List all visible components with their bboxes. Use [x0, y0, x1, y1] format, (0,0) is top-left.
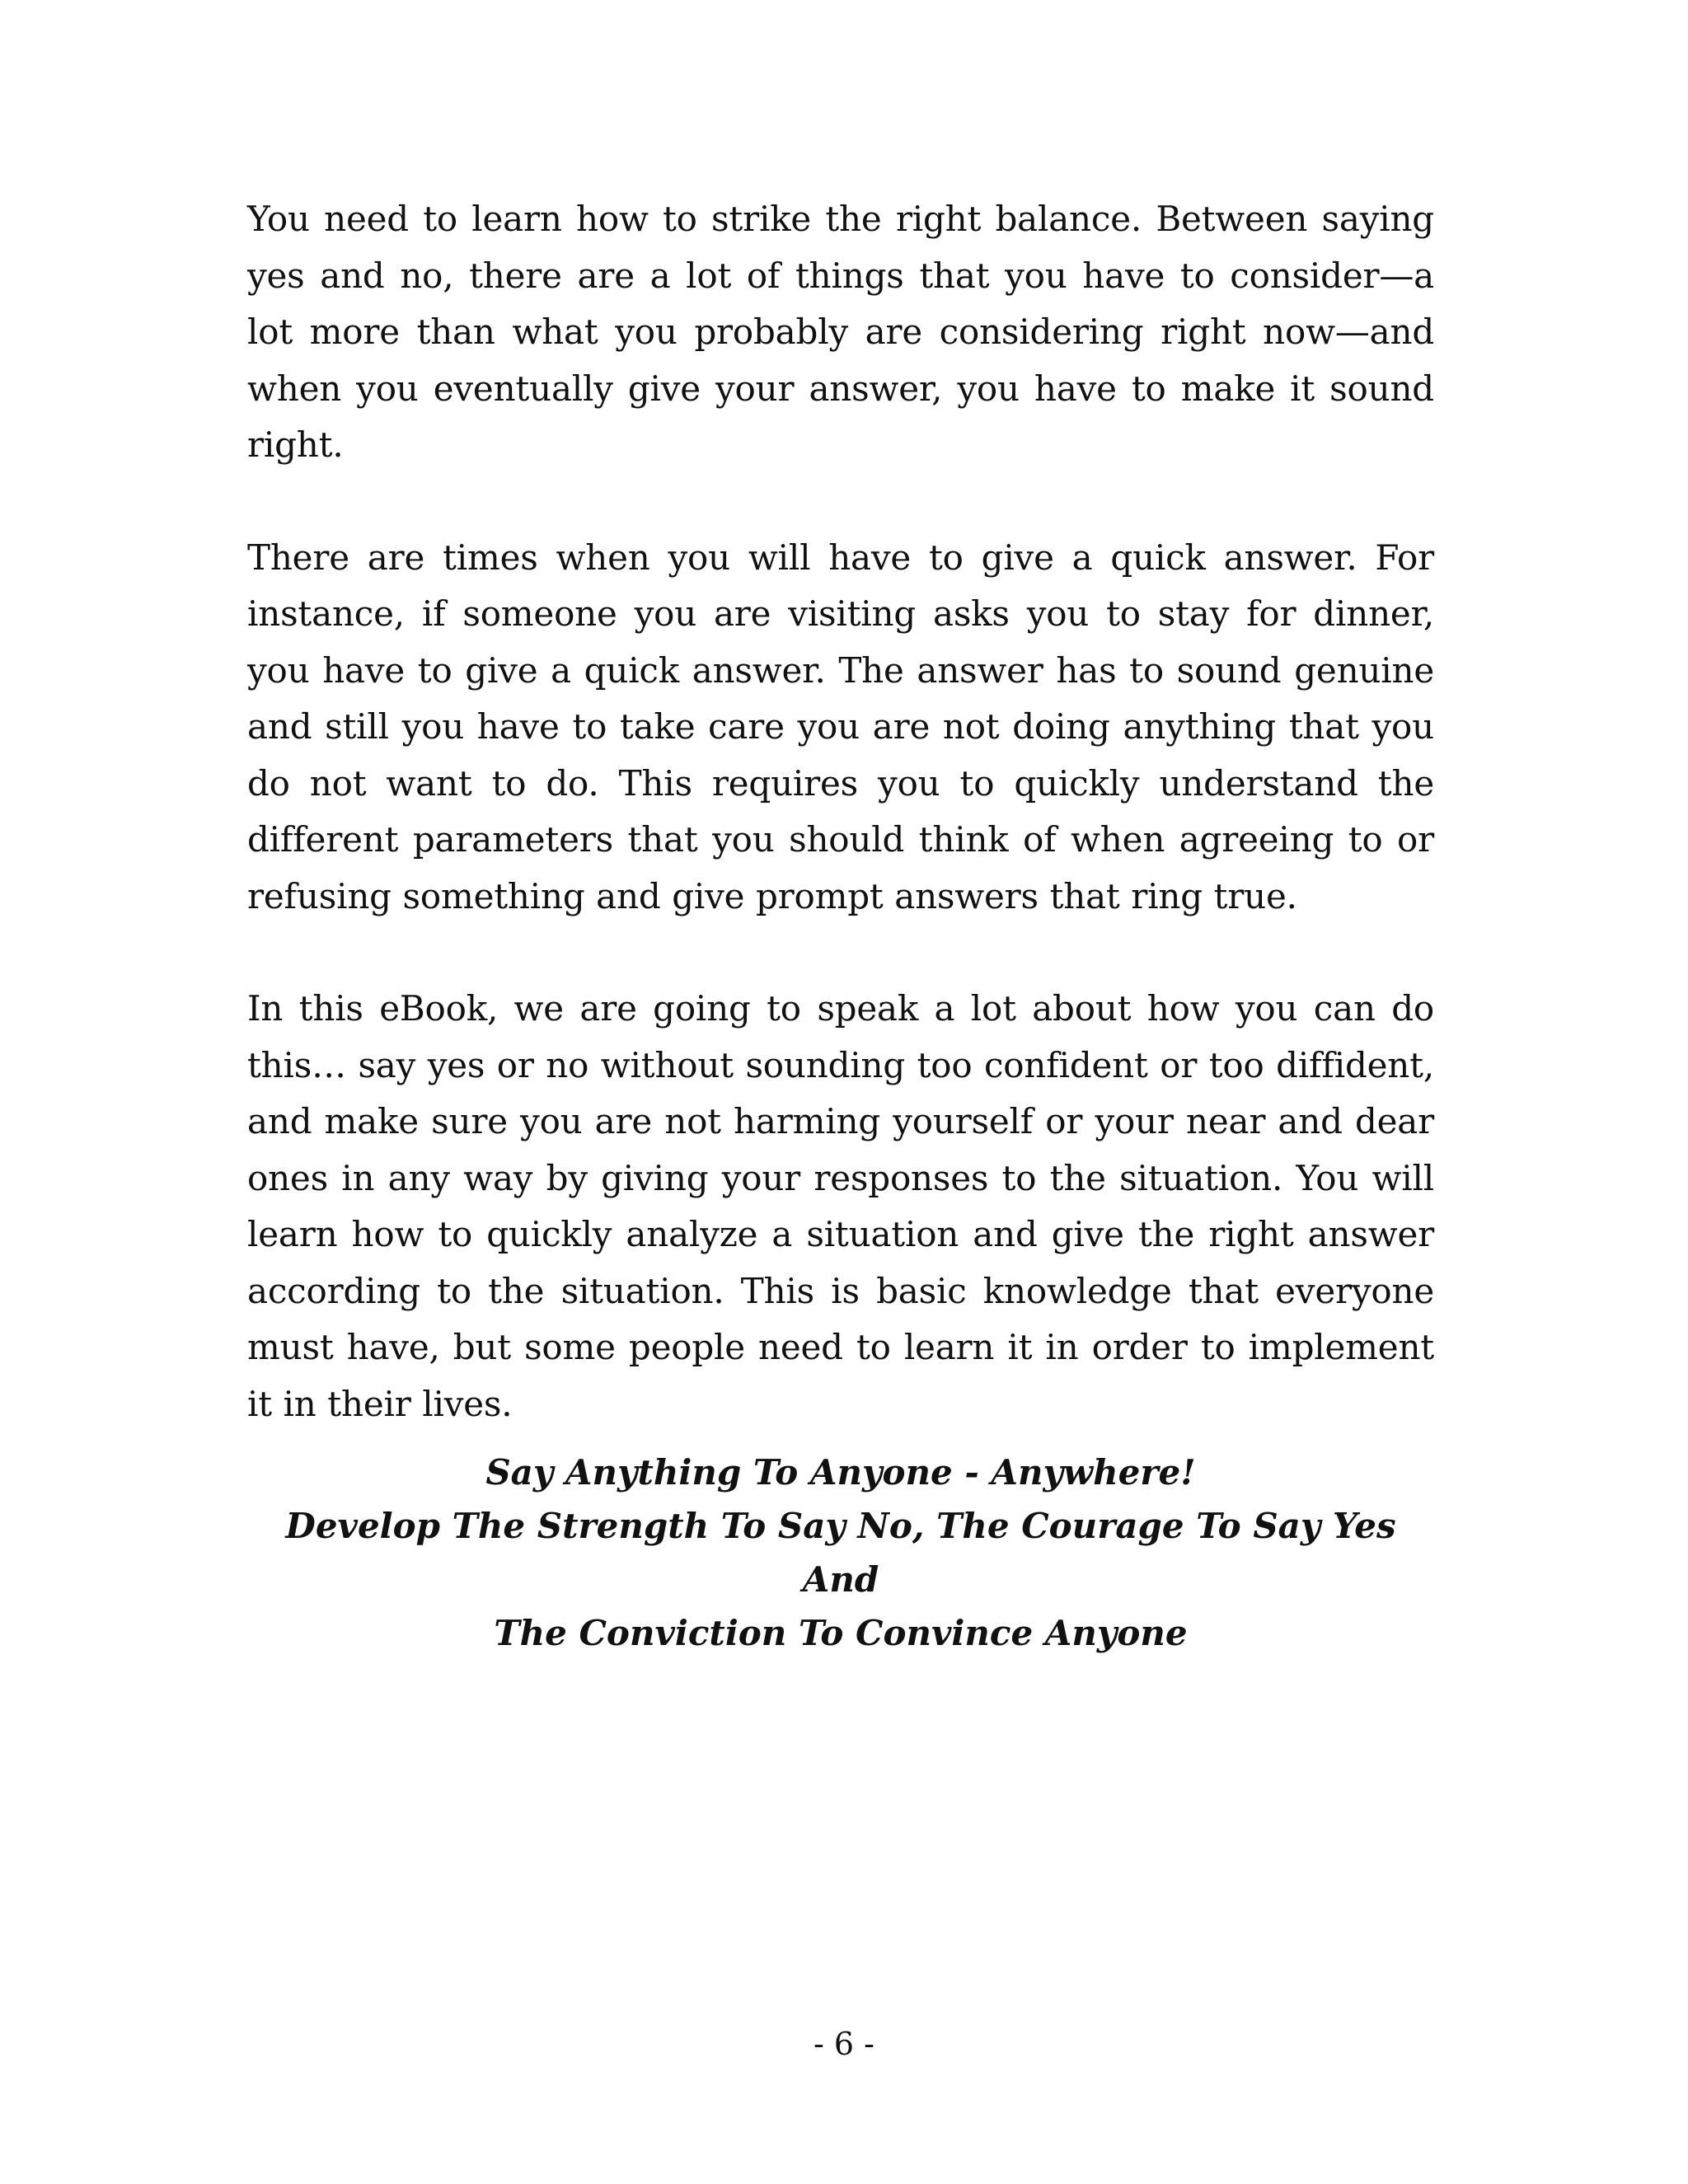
- promo-line-1: Say Anything To Anyone - Anywhere!: [485, 1452, 1196, 1493]
- paragraph-3: In this eBook, we are going to speak a lot about how you can do this… say yes or no without sounding too confident or too diffident, and make sure you are not harming yourself or your near and dear ones in any way by giving your responses to the situation. You will learn how to quickly analyze a situation and give the right answer according to the situation. This is basic knowledge that everyone must have, but some people need to learn it in order to implement it in their lives.: [247, 988, 1434, 1424]
- promo-line-3: The Conviction To Convince Anyone: [494, 1613, 1188, 1653]
- page-number: - 6 -: [813, 2026, 874, 2062]
- promo-line-2: Develop The Strength To Say No, The Courage To Say Yes And: [285, 1506, 1396, 1600]
- paragraph-1: You need to learn how to strike the right balance. Between saying yes and no, there are a lot of things that you have to consider—a lot more than what you probably are considering right now—and when you eventually give your answer, you have to make it sound right.: [247, 199, 1434, 465]
- body-text: [247, 191, 1434, 1488]
- paragraph-2: There are times when you will have to give a quick answer. For instance, if someone you are visiting asks you to stay for dinner, you have to give a quick answer. The answer has to sound genuine and still you have to take care you are not doing anything that you do not want to do. This requires you to quickly understand the different parameters that you should think of when agreeing to or refusing something and give prompt answers that ring true.: [247, 537, 1434, 916]
- promo-tagline: [247, 1446, 1434, 1660]
